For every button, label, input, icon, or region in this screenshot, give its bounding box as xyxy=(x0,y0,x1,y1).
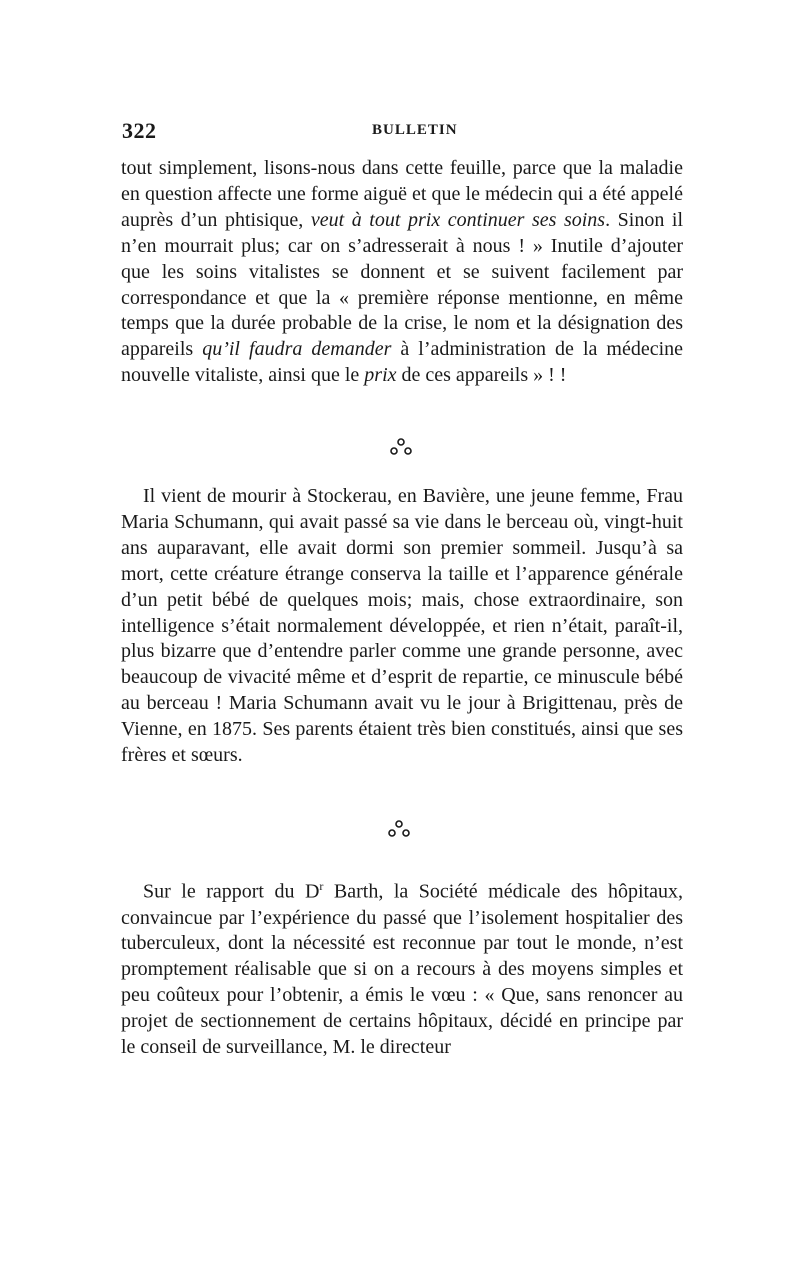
paragraph-3-text: Barth, la Société médicale des hôpitaux, convaincue par l’expérience du passé que l’isolement hospitalier des tuberculeux, dont la nécessité est reconnue par tout le monde, n’est promptement réalisable que si on a recours à des moyens simples et peu coûteux pour l’obtenir, a émis le vœu : « Que, sans renoncer au projet de sectionnement de certains hôpitaux, décidé en principe par le conseil de surveillance, M. le directeur xyxy=(121,880,683,1059)
paragraph-1-text: de ces appareils » ! ! xyxy=(396,364,567,387)
news-item-barth-report xyxy=(121,874,683,1061)
section-separator-asterism xyxy=(386,436,416,462)
italic-phrase: prix xyxy=(364,364,397,387)
paragraph-3 xyxy=(121,874,683,1061)
paragraph-1 xyxy=(121,156,683,389)
paragraph-1-text: à l’administration de la médecine nouvelle vitaliste, ainsi que le xyxy=(121,338,684,387)
section-separator-asterism xyxy=(384,818,414,844)
paragraph-1-text: . Sinon il n’en mourrait plus; car on s’adresserait à nous ! » Inutile d’ajouter que les soins vitalistes se donnent et se suivent facilement par correspondance et que la « première réponse mentionne, en même temps que la durée probable de la crise, le nom et la désignation des appareils xyxy=(121,208,684,361)
paragraph-1-text: tout simplement, lisons-nous dans cette feuille, parce que la maladie en question affecte une forme aiguë et que le médecin qui a été appelé auprès d’un phtisique, xyxy=(121,157,683,231)
running-title: BULLETIN xyxy=(372,122,458,138)
paragraph-2: Il vient de mourir à Stockerau, en Bavière, une jeune femme, Frau Maria Schumann, qui avait passé sa vie dans le berceau où, vingt-huit ans auparavant, elle avait dormi son premier sommeil. Jusqu’à sa mort, cette créature étrange conserva la taille et l’apparence générale d’un petit bébé de quelques mois; mais, chose extraordinaire, son intelligence s’était normalement développée, et rien n’était, paraît-il, plus bizarre que d’entendre parler comme une grande personne, avec beaucoup de vivacité même et d’esprit de repartie, ce minuscule bébé au berceau ! Maria Schumann avait vu le jour à Brigittenau, près de Vienne, en 1875. Ses parents étaient très bien constitués, ainsi que ses frères et sœurs. xyxy=(121,485,683,767)
paragraph-continuation xyxy=(121,156,683,389)
italic-phrase: veut à tout prix continuer ses soins xyxy=(310,208,606,231)
italic-phrase: qu’il faudra demander xyxy=(202,338,392,361)
page-number: 322 xyxy=(122,118,157,143)
news-item-schumann xyxy=(121,484,683,769)
paragraph-3-text: Sur le rapport du D xyxy=(143,880,320,903)
superscript-abbrev: r xyxy=(319,879,324,893)
page-header xyxy=(122,118,684,148)
